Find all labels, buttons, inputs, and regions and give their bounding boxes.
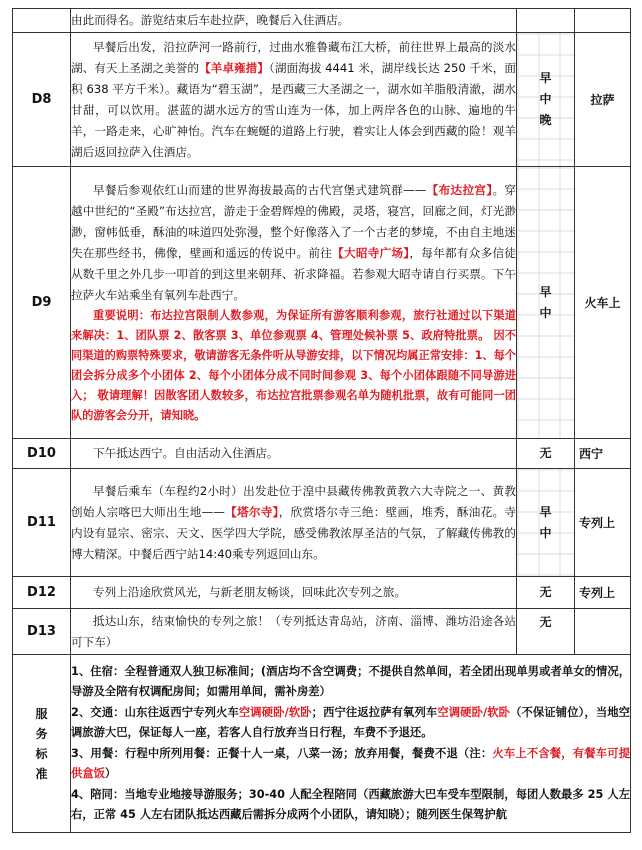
description-text: 早餐后乘车（车程约2小时）出发赴位于湟中县藏传佛教黄教六大寺院之一、黄教创始人宗喀巴大师出生地—— bbox=[71, 483, 516, 519]
accommodation-cell: 专列上 bbox=[575, 469, 631, 577]
meal-cell-empty bbox=[517, 9, 575, 33]
accommodation-cell-empty bbox=[575, 9, 631, 33]
continued-text: 由此而得名。游览结束后车赴拉萨，晚餐后入住酒店。 bbox=[71, 13, 350, 27]
itinerary-row-d9 bbox=[13, 167, 631, 439]
row-description bbox=[71, 609, 517, 655]
important-notice: 重要说明：布达拉宫限制人数参观，为保证所有游客顺利参观，旅行社通过以下渠道来解决：1、团队票 2、散客票 3、单位参观票 4、管理处候补票 5、政府特批票。 因不同渠道的购票特殊要求，敬请游客无条件听从导游安排，以下情况均属正常安排：1、每个团会拆分成多个小团体 2、每个小团体分成不同时间参观 3、每个小团体跟随不同导游进入； 敬请理解！因散客团人数较多，布达拉宫批票参观名单为随机批票，故有可能同一团队的游客会分开，请知晓。 bbox=[71, 308, 516, 422]
meal-cell bbox=[517, 33, 575, 167]
day-cell-empty bbox=[13, 9, 71, 33]
itinerary-row-d12 bbox=[13, 577, 631, 609]
meal-cell: 无 bbox=[517, 577, 575, 609]
accommodation-cell: 专列上 bbox=[575, 577, 631, 609]
day-label: D12 bbox=[13, 577, 71, 609]
itinerary-row-d11 bbox=[13, 469, 631, 577]
service-accommodation: 1、住宿：全程普通双人独卫标准间；(酒店均不含空调费；不提供自然单间，若全团出现单男或者单女的情况，导游及全陪有权调配房间；如需用单间，需补房差） bbox=[71, 664, 630, 698]
day-label: D8 bbox=[13, 33, 71, 167]
itinerary-row-d8 bbox=[13, 33, 631, 167]
meal-lunch: 中 bbox=[539, 92, 552, 106]
meal-cell bbox=[517, 167, 575, 439]
description-text: 早餐后参观依红山而建的世界海拔最高的古代宫堡式建筑群—— bbox=[93, 182, 427, 197]
day-label: D10 bbox=[13, 439, 71, 469]
service-standards-row bbox=[13, 655, 631, 833]
accommodation-cell: 火车上 bbox=[575, 167, 631, 439]
meal-breakfast: 早 bbox=[539, 504, 552, 519]
day-label: D11 bbox=[13, 469, 71, 577]
description-text: 抵达山东，结束愉快的专列之旅！（专列抵达青岛站，济南、淄博、潍坊沿途各站可下车） bbox=[71, 613, 516, 649]
meal-cell: 无 bbox=[517, 439, 575, 469]
day-label: D9 bbox=[13, 167, 71, 439]
meal-breakfast: 早 bbox=[539, 284, 552, 299]
description-text: 专列上沿途欣赏风光，与新老朋友畅谈，回味此次专列之旅。 bbox=[93, 585, 407, 599]
meal-cell: 无 bbox=[517, 609, 575, 655]
accommodation-cell: 西宁 bbox=[575, 439, 631, 469]
itinerary-row-d13 bbox=[13, 609, 631, 655]
highlight-attraction: 【羊卓雍措】 bbox=[199, 60, 269, 75]
service-standards-content bbox=[71, 655, 631, 833]
row-description bbox=[71, 167, 517, 439]
description-text: ，欣赏塔尔寺三绝：壁画，堆秀，酥油花。寺内设有显宗、密宗、天文、医学四大学院，感受佛教浓厚圣洁的气氛，了解藏传佛教的博大精深。中餐后西宁站14:40乘专列返回山东。 bbox=[71, 504, 516, 561]
meal-breakfast: 早 bbox=[539, 71, 552, 85]
service-escort: 4、陪同：当地专业地接导游服务；30-40 人配全程陪同（西藏旅游大巴车受车型限制，每团人数最多 25 人左右，正常 45 人左右团队抵达西藏后需拆分成两个小团队，请知晓）；随列医生保驾护航 bbox=[71, 787, 630, 821]
description-text: 下午抵达西宁。自由活动入住酒店。 bbox=[93, 446, 279, 460]
itinerary-row-d10 bbox=[13, 439, 631, 469]
service-transport: 2、交通：山东往返西宁专列火车空调硬卧/软卧；西宁往返拉萨有氧列车空调硬卧/软卧（不保证铺位），当地空调旅游大巴，保证每人一座，若客人自行放弃当日行程，车费不予退还。 bbox=[71, 705, 630, 739]
description-text: ，每年都有众多信徒从数千里之外几步一叩首的到这里来朝拜、祈求降福。若参观大昭寺请自行买票。下午拉萨火车站乘坐有氧列车赴西宁。 bbox=[71, 245, 516, 302]
description-text: （湖面海拔 4441 米，湖岸线长达 250 千米，面积 638 平方千米）。藏语为“碧玉湖”，是西藏三大圣湖之一，湖水如羊脂般清澈，湖水甘甜，可以饮用。湛蓝的湖水远方的雪山连为一体，加上两岸各色的山脉、遍地的牛羊，一路走来，心旷神怡。汽车在蜿蜒的道路上行驶，着实让人体会到西藏的险！观羊湖后返回拉萨入住酒店。 bbox=[71, 60, 516, 159]
accommodation-cell-empty bbox=[575, 609, 631, 655]
meal-lunch: 中 bbox=[539, 305, 552, 320]
accommodation-cell: 拉萨 bbox=[575, 33, 631, 167]
meal-lunch: 中 bbox=[539, 525, 552, 540]
itinerary-table bbox=[12, 8, 631, 833]
highlight-attraction: 【塔尔寺】 bbox=[224, 504, 279, 519]
meal-dinner: 晚 bbox=[539, 113, 552, 127]
row-description bbox=[71, 9, 517, 33]
day-label: D13 bbox=[13, 609, 71, 655]
service-standards-label: 服 务 标 准 bbox=[13, 655, 71, 833]
row-description bbox=[71, 439, 517, 469]
row-description bbox=[71, 33, 517, 167]
itinerary-row-continued bbox=[13, 9, 631, 33]
row-description bbox=[71, 469, 517, 577]
row-description bbox=[71, 577, 517, 609]
highlight-attraction: 【大昭寺广场】 bbox=[332, 245, 410, 260]
description-text: 早餐后出发，沿拉萨河一路前行，过曲水雅鲁藏布江大桥，前往世界上最高的淡水湖、有天上圣湖之美誉的 bbox=[71, 39, 516, 75]
service-meals: 3、用餐：行程中所列用餐：正餐十人一桌，八菜一汤；放弃用餐，餐费不退（注：火车上不含餐，有餐车可提供盒饭） bbox=[71, 746, 630, 780]
highlight-attraction: 【布达拉宫】 bbox=[426, 182, 493, 197]
description-text: 。穿越中世纪的“圣殿”布达拉宫，游走于金碧辉煌的佛殿，灵塔，寝宫，回廊之间，灯光渺渺，窗帏低垂，酥油的味道四处弥漫，整个好像落入了一个古老的梦境，不由自主地迷失在那些经书，佛像，壁画和遥远的传说中。前往 bbox=[71, 182, 516, 260]
meal-cell bbox=[517, 469, 575, 577]
